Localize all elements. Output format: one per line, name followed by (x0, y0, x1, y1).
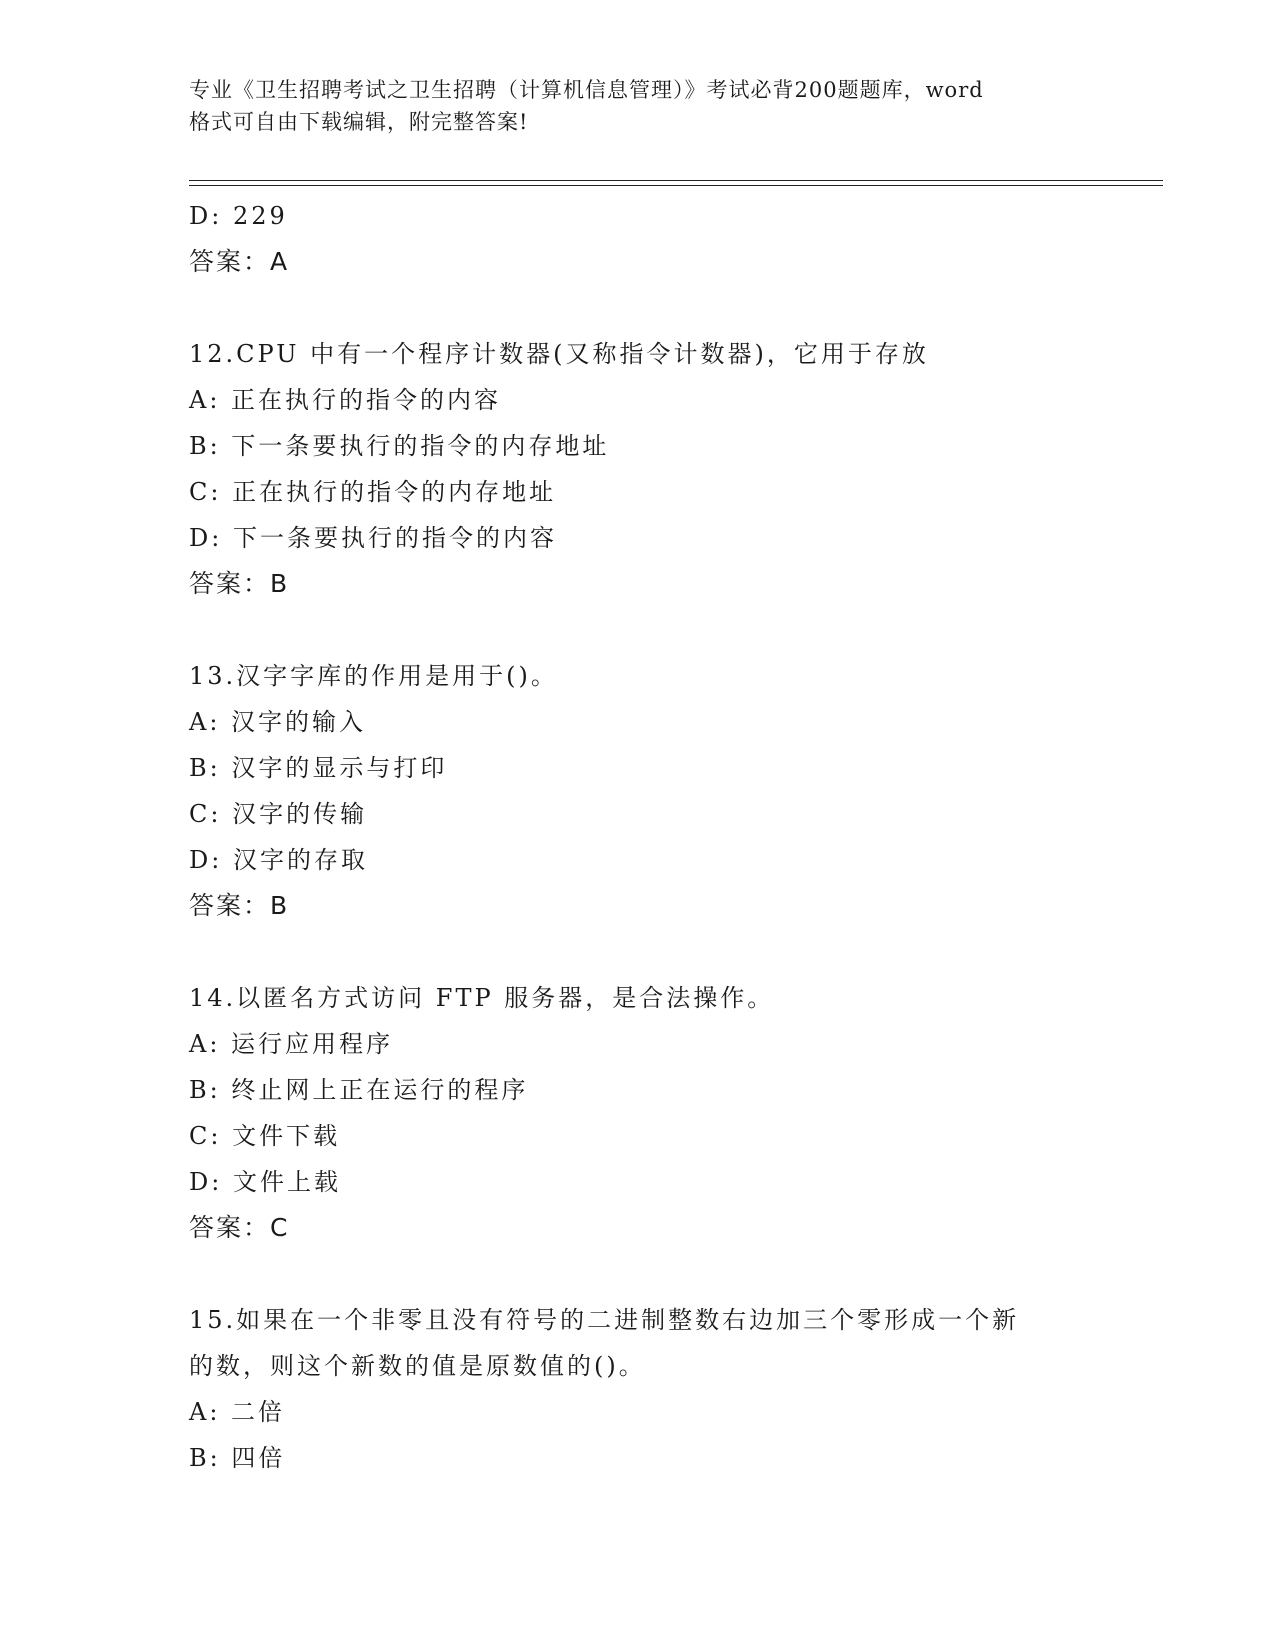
question-14-option-a: A: 运行应用程序 (189, 1030, 394, 1058)
question-12-option-a: A: 正在执行的指令的内容 (189, 386, 502, 414)
question-15-stem-line-2: 的数，则这个新数的值是原数值的()。 (189, 1352, 646, 1380)
question-13-answer: 答案：B (189, 891, 290, 920)
header-title-line-2: 格式可自由下载编辑，附完整答案! (189, 110, 529, 134)
question-14-option-c: C: 文件下载 (189, 1122, 341, 1150)
question-12-option-c: C: 正在执行的指令的内存地址 (189, 478, 557, 506)
question-12-stem: 12.CPU 中有一个程序计数器(又称指令计数器)，它用于存放 (189, 340, 929, 368)
spacer (189, 607, 1089, 653)
question-15-option-b: B: 四倍 (189, 1444, 286, 1472)
question-14-option-d: D: 文件上载 (189, 1168, 341, 1196)
question-12-option-d: D: 下一条要执行的指令的内容 (189, 524, 557, 552)
question-11-answer: 答案：A (189, 247, 290, 276)
header-divider (189, 180, 1163, 186)
question-11-option-d: D: 229 (189, 202, 288, 230)
header-title-line-1: 专业《卫生招聘考试之卫生招聘（计算机信息管理）》考试必背200题题库，word (189, 78, 984, 102)
spacer (189, 1251, 1089, 1297)
question-13-option-a: A: 汉字的输入 (189, 708, 367, 736)
question-15-option-a: A: 二倍 (189, 1398, 286, 1426)
question-14-option-b: B: 终止网上正在运行的程序 (189, 1076, 529, 1104)
question-14-answer: 答案：C (189, 1213, 290, 1242)
question-14-stem: 14.以匿名方式访问 FTP 服务器，是合法操作。 (189, 984, 775, 1012)
question-13-option-c: C: 汉字的传输 (189, 800, 368, 828)
spacer (189, 929, 1089, 975)
question-13-stem: 13.汉字字库的作用是用于()。 (189, 662, 558, 690)
question-list (189, 193, 1089, 1481)
question-12-option-b: B: 下一条要执行的指令的内存地址 (189, 432, 610, 460)
question-12-answer: 答案：B (189, 569, 290, 598)
document-header (189, 74, 1089, 138)
spacer (189, 285, 1089, 331)
question-15-stem-line-1: 15.如果在一个非零且没有符号的二进制整数右边加三个零形成一个新 (189, 1306, 1020, 1334)
question-13-option-d: D: 汉字的存取 (189, 846, 368, 874)
question-13-option-b: B: 汉字的显示与打印 (189, 754, 448, 782)
